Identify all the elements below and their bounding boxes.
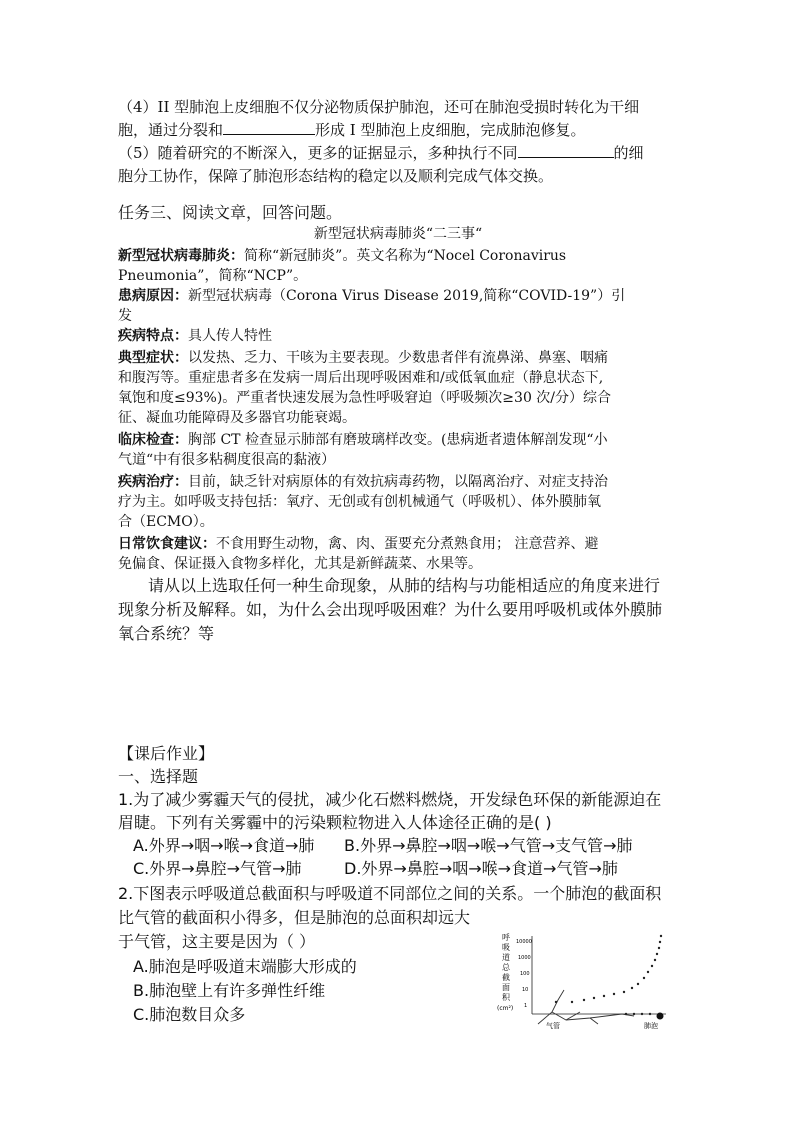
p4-text: 以发热、乏力、干咳为主要表现。少数患者伴有流鼻涕、鼻塞、咽痛 — [188, 350, 608, 366]
q1-stem-line-1: 1.为了减少雾霾天气的侵扰，减少化石燃料燃烧，开发绿色环保的新能源迫在 — [118, 790, 662, 809]
q1-option-b[interactable]: B.外界→鼻腔→咽→喉→气管→支气管→肺 — [344, 836, 633, 855]
homework-section: 一、选择题 — [118, 767, 199, 786]
tick-100: 100 — [520, 971, 530, 977]
article-p4-line-4: 征、凝血功能障碍及多器官功能衰竭。 — [118, 410, 356, 426]
article-p2-line-2: 发 — [118, 308, 132, 324]
article-p6-line-3: 合（ECMO）。 — [118, 514, 214, 530]
tick-10000: 10000 — [516, 939, 532, 945]
q5-text-b: 的细 — [613, 144, 644, 162]
article-p3 — [118, 326, 272, 346]
p1-text: 简称“新冠肺炎”。英文名称为“Nocel Coronavirus — [244, 248, 567, 264]
area-curve-points — [555, 935, 662, 1015]
ylabel-unit: (cm²) — [497, 1005, 514, 1012]
q2-stem-line-3: 于气管，这主要是因为（ ） — [118, 932, 316, 951]
label-trachea: 气管 — [546, 1022, 560, 1030]
ylabel-char-2: 道 — [502, 953, 510, 962]
article-p4-line-2: 和腹泻等。重症患者多在发病一周后出现呼吸困难和/或低氧血症（静息状态下, — [118, 370, 604, 386]
prompt-line-2: 现象分析及解释。如，为什么会出现呼吸困难？为什么要用呼吸机或体外膜肺 — [118, 600, 663, 619]
q1-stem-line-2: 眉睫。下列有关雾霾中的污染颗粒物进入人体途径正确的是( ) — [118, 813, 552, 832]
article-p1-line-1 — [118, 246, 566, 266]
p5-text: 胸部 CT 检查显示肺部有磨玻璃样改变。(患病逝者遗体解剖发现“小 — [188, 432, 608, 448]
p5-label: 临床检查： — [118, 432, 188, 448]
label-alveoli: 肺泡 — [644, 1022, 658, 1030]
p6-text: 目前，缺乏针对病原体的有效抗病毒药物，以隔离治疗、对症支持治 — [188, 474, 608, 490]
p2-text: 新型冠状病毒（Corona Virus Disease 2019,简称“COVID-19”）引 — [188, 288, 626, 304]
article-p6-line-1 — [118, 472, 608, 492]
alveolus-marker — [657, 1013, 664, 1020]
q2-stem-line-2: 比气管的截面积小得多，但是肺泡的总面积却远大 — [118, 908, 471, 927]
p7-label: 日常饮食建议： — [118, 536, 216, 552]
q4-line-1: （4）II 型肺泡上皮细胞不仅分泌物质保护肺泡，还可在肺泡受损时转化为干细 — [118, 98, 640, 116]
q2-option-b[interactable]: B.肺泡壁上有许多弹性纤维 — [133, 981, 326, 1000]
figure-ylabel — [497, 932, 513, 1012]
q1-option-d[interactable]: D.外界→鼻腔→咽→喉→食道→气管→肺 — [344, 859, 618, 878]
article-title: 新型冠状病毒肺炎“二三事“ — [313, 226, 483, 242]
article-p7-line-1 — [118, 534, 598, 554]
homework-heading: 【课后作业】 — [118, 744, 215, 763]
task3-heading: 任务三、阅读文章，回答问题。 — [118, 203, 343, 222]
article-p1-line-2: Pneumonia”，简称“NCP”。 — [118, 268, 308, 284]
tick-1000: 1000 — [518, 955, 531, 961]
q2-option-c[interactable]: C.肺泡数目众多 — [133, 1005, 246, 1024]
p3-text: 具人传人特性 — [188, 328, 272, 344]
q4-text-a: 胞，通过分裂和 — [118, 121, 224, 139]
p7-text: 不食用野生动物，禽、肉、蛋要充分煮熟食用； 注意营养、避 — [216, 536, 599, 552]
article-p5-line-1 — [118, 430, 608, 450]
q5-blank[interactable] — [518, 143, 614, 158]
prompt-line-3: 氧合系统？等 — [118, 624, 215, 643]
article-p6-line-2: 疗为主。如呼吸支持包括：氧疗、无创或有创机械通气（呼吸机）、体外膜肺氧 — [118, 494, 601, 510]
bronchial-tree-drawing — [538, 990, 634, 1024]
ylabel-char-6: 积 — [502, 993, 510, 1002]
ylabel-char-3: 总 — [502, 963, 510, 972]
tick-10: 10 — [522, 987, 529, 993]
q5-line-2: 胞分工协作，保障了肺泡形态结构的稳定以及顺利完成气体交换。 — [118, 167, 554, 185]
q2-option-a[interactable]: A.肺泡是呼吸道末端膨大形成的 — [133, 957, 357, 976]
ylabel-char-5: 面 — [502, 983, 510, 992]
q5-text-a: （5）随着研究的不断深入，更多的证据显示，多种执行不同 — [118, 144, 518, 162]
ylabel-char-1: 吸 — [502, 943, 510, 952]
q1-option-c[interactable]: C.外界→鼻腔→气管→肺 — [133, 859, 302, 878]
q4-text-b: 形成 I 型肺泡上皮细胞，完成肺泡修复。 — [315, 121, 586, 139]
tick-1: 1 — [524, 1003, 528, 1009]
q2-stem-line-1: 2.下图表示呼吸道总截面积与呼吸道不同部位之间的关系。一个肺泡的截面积 — [118, 884, 662, 903]
p3-label: 疾病特点： — [118, 328, 188, 344]
q4-blank[interactable] — [223, 120, 315, 135]
ylabel-char-4: 截 — [502, 973, 510, 982]
p1-label: 新型冠状病毒肺炎： — [118, 248, 244, 264]
ylabel-char-0: 呼 — [502, 933, 510, 942]
p2-label: 患病原因： — [118, 288, 188, 304]
article-p7-line-2: 免偏食、保证摄入食物多样化，尤其是新鲜蔬菜、水果等。 — [118, 556, 482, 572]
q1-option-a[interactable]: A.外界→咽→喉→食道→肺 — [133, 836, 315, 855]
prompt-line-1: 请从以上选取任何一种生命现象，从肺的结构与功能相适应的角度来进行 — [148, 576, 661, 595]
article-p2-line-1 — [118, 286, 625, 306]
article-p4-line-1 — [118, 348, 608, 368]
y-tick-labels — [516, 939, 532, 1009]
airway-area-figure — [494, 928, 672, 1032]
article-p5-line-2: 气道“中有很多粘稠度很高的黏液） — [118, 452, 336, 468]
q4-line-2 — [118, 119, 585, 141]
article-p4-line-3: 氧饱和度≤93%)。严重者快速发展为急性呼吸窘迫（呼吸频次≥30 次/分）综合 — [118, 390, 612, 406]
p6-label: 疾病治疗： — [118, 474, 188, 490]
q5-line-1 — [118, 142, 644, 164]
p4-label: 典型症状： — [118, 350, 188, 366]
